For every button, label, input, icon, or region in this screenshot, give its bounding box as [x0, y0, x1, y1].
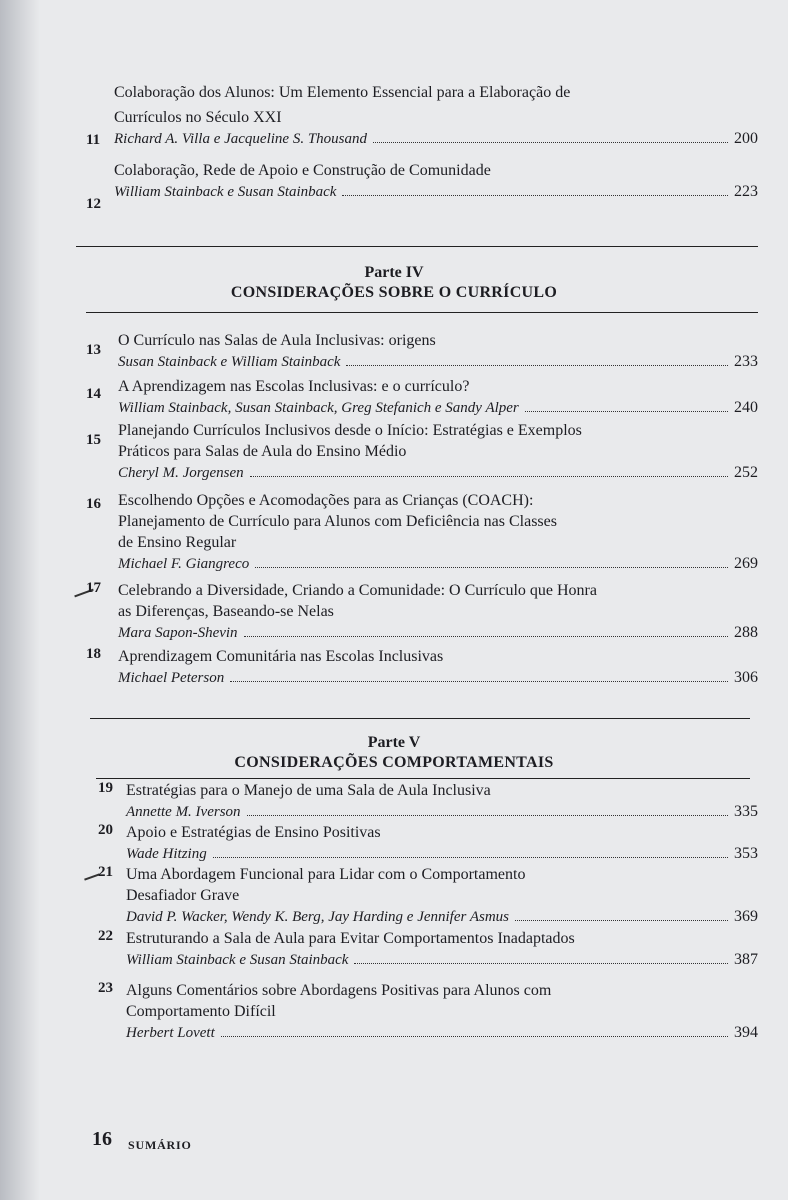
leader-dots — [515, 920, 728, 921]
chapter-number: 21 — [98, 864, 113, 880]
toc-entry-22 — [86, 928, 758, 971]
page-number: 252 — [734, 464, 758, 481]
chapter-title-line: Planejando Currículos Inclusivos desde o Início: Estratégias e Exemplos — [118, 422, 582, 439]
page-number: 394 — [734, 1024, 758, 1041]
chapter-author: William Stainback e Susan Stainback — [114, 184, 337, 200]
leader-dots — [255, 567, 728, 568]
chapter-title-line: Colaboração, Rede de Apoio e Construção de Comunidade — [114, 162, 491, 179]
leader-dots — [354, 963, 728, 964]
chapter-title-line: Desafiador Grave — [126, 887, 240, 904]
chapter-title-line: Planejamento de Currículo para Alunos com Deficiência nas Classes — [118, 513, 557, 530]
chapter-number: 11 — [86, 132, 101, 148]
chapter-title-line: Currículos no Século XXI — [114, 109, 282, 126]
chapter-number: 13 — [86, 342, 101, 358]
toc-entry-21 — [86, 864, 758, 928]
chapter-author: Annette M. Iverson — [126, 804, 241, 820]
page-number: 306 — [734, 669, 758, 686]
chapter-title-line: Apoio e Estratégias de Ensino Positivas — [126, 824, 381, 841]
author-line — [118, 462, 758, 484]
chapter-title-line: de Ensino Regular — [118, 534, 237, 551]
leader-dots — [247, 815, 728, 816]
chapter-title-line: Alguns Comentários sobre Abordagens Positivas para Alunos com — [126, 982, 552, 999]
part-label: Parte V — [367, 734, 421, 751]
chapter-author: William Stainback, Susan Stainback, Greg Stefanich e Sandy Alper — [118, 400, 519, 416]
leader-dots — [250, 476, 728, 477]
part-title: CONSIDERAÇÕES COMPORTAMENTAIS — [234, 754, 554, 771]
toc-entry-15 — [86, 420, 758, 484]
toc-entry-20 — [86, 822, 758, 865]
leader-dots — [213, 857, 728, 858]
leader-dots — [221, 1036, 728, 1037]
chapter-author: Richard A. Villa e Jacqueline S. Thousand — [114, 131, 368, 147]
toc-entry-12 — [86, 160, 758, 212]
page-number: 353 — [734, 845, 758, 862]
chapter-number: 14 — [86, 386, 101, 402]
chapter-author: William Stainback e Susan Stainback — [126, 952, 349, 968]
page-number: 223 — [734, 183, 758, 200]
chapter-number: 19 — [98, 780, 113, 796]
chapter-title-line: Celebrando a Diversidade, Criando a Comunidade: O Currículo que Honra — [118, 582, 597, 599]
author-line — [126, 949, 758, 971]
chapter-author: David P. Wacker, Wendy K. Berg, Jay Harding e Jennifer Asmus — [126, 909, 509, 925]
chapter-author: Michael Peterson — [118, 670, 225, 686]
chapter-author: Susan Stainback e William Stainback — [118, 354, 341, 370]
author-line — [118, 351, 758, 373]
part-title: CONSIDERAÇÕES SOBRE O CURRÍCULO — [230, 284, 558, 301]
author-line — [118, 397, 758, 419]
part-divider-rule — [76, 246, 758, 247]
toc-entry-23 — [86, 980, 758, 1044]
chapter-number: 15 — [86, 432, 101, 448]
chapter-author: Wade Hitzing — [126, 846, 207, 862]
chapter-title-line: Aprendizagem Comunitária nas Escolas Inclusivas — [118, 648, 444, 665]
page-number: 200 — [734, 130, 758, 147]
author-line — [126, 1022, 758, 1044]
chapter-author: Cheryl M. Jorgensen — [118, 465, 244, 481]
chapter-number: 17 — [86, 580, 101, 596]
toc-entry-19 — [86, 780, 758, 823]
page-number: 369 — [734, 908, 758, 925]
leader-dots — [244, 636, 728, 637]
page-number: 269 — [734, 555, 758, 572]
page-number: 288 — [734, 624, 758, 641]
toc-entry-13 — [86, 330, 758, 373]
chapter-title-line: Uma Abordagem Funcional para Lidar com o Comportamento — [126, 866, 526, 883]
chapter-author: Herbert Lovett — [126, 1025, 215, 1041]
author-line — [114, 181, 758, 203]
toc-entry-14 — [86, 376, 758, 419]
author-line — [118, 622, 758, 644]
chapter-title-line: Comportamento Difícil — [126, 1003, 276, 1020]
page-number: 240 — [734, 399, 758, 416]
toc-entry-11 — [86, 82, 758, 150]
part-divider-rule — [90, 718, 750, 719]
leader-dots — [342, 195, 728, 196]
page-number: 387 — [734, 951, 758, 968]
leader-dots — [230, 681, 728, 682]
footer-section-label: SUMÁRIO — [128, 1138, 192, 1152]
footer-page-number: 16 — [92, 1128, 112, 1150]
toc-entry-17 — [86, 580, 758, 644]
leader-dots — [346, 365, 728, 366]
author-line — [118, 553, 758, 575]
leader-dots — [525, 411, 728, 412]
author-line — [126, 906, 758, 928]
chapter-number: 22 — [98, 928, 113, 944]
chapter-title-line: Estratégias para o Manejo de uma Sala de Aula Inclusiva — [126, 782, 491, 799]
chapter-title-line: Estruturando a Sala de Aula para Evitar Comportamentos Inadaptados — [126, 930, 575, 947]
chapter-number: 18 — [86, 646, 101, 662]
author-line — [118, 667, 758, 689]
chapter-number: 12 — [86, 196, 101, 212]
author-line — [126, 843, 758, 865]
page-number: 233 — [734, 353, 758, 370]
leader-dots — [373, 142, 728, 143]
chapter-number: 20 — [98, 822, 113, 838]
chapter-title-line: O Currículo nas Salas de Aula Inclusivas: origens — [118, 332, 436, 349]
page-edge-shadow — [0, 0, 40, 1200]
chapter-number: 16 — [86, 496, 101, 512]
author-line — [126, 801, 758, 823]
page-number: 335 — [734, 803, 758, 820]
toc-entry-16 — [86, 490, 758, 575]
chapter-title-line: Práticos para Salas de Aula do Ensino Médio — [118, 443, 407, 460]
chapter-number: 23 — [98, 980, 113, 996]
chapter-title-line: Escolhendo Opções e Acomodações para as Crianças (COACH): — [118, 492, 534, 509]
chapter-author: Mara Sapon-Shevin — [118, 625, 238, 641]
toc-entry-18 — [86, 646, 758, 689]
part-label: Parte IV — [364, 264, 424, 281]
chapter-author: Michael F. Giangreco — [118, 556, 250, 572]
chapter-title-line: A Aprendizagem nas Escolas Inclusivas: e o currículo? — [118, 378, 470, 395]
chapter-title-line: as Diferenças, Baseando-se Nelas — [118, 603, 334, 620]
part-title-underline — [86, 312, 758, 313]
author-line — [114, 128, 758, 150]
chapter-title-line: Colaboração dos Alunos: Um Elemento Essencial para a Elaboração de — [114, 84, 571, 101]
part-title-underline — [96, 778, 750, 779]
